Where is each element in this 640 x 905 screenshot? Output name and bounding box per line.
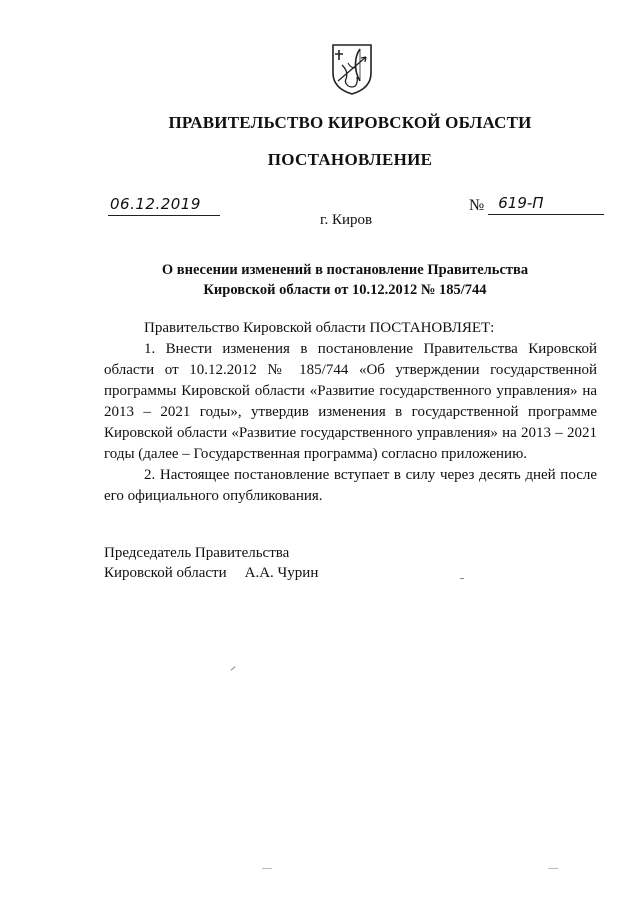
scan-speck [548, 868, 558, 869]
number-sign: № [469, 197, 485, 214]
body-preamble: Правительство Кировской области ПОСТАНОВЛЯЕТ: [144, 320, 495, 336]
kirov-oblast-coat-of-arms-icon [330, 43, 374, 95]
signature-position-line-2: Кировской области [104, 565, 227, 581]
document-body [104, 318, 597, 507]
signature-block [104, 543, 318, 583]
organization-title: ПРАВИТЕЛЬСТВО КИРОВСКОЙ ОБЛАСТИ [168, 113, 532, 132]
body-item-1: 1. Внести изменения в постановление Правительства Кировской области от 10.12.2012 № 185/744 «Об утверждении государственной программы Кировской области «Развитие государственного управления» на 2013 – 2021 годы», утвердив изменения в государственной программе Кировской области «Развитие государственного управления» на 2013 – 2021 годы (далее – Государственная программа) согласно приложению. [104, 341, 597, 462]
document-subject [110, 260, 580, 300]
document-city: г. Киров [320, 212, 373, 228]
document-date: 06.12.2019 [108, 195, 220, 216]
document-type-title: ПОСТАНОВЛЕНИЕ [267, 150, 433, 169]
scan-speck [230, 666, 235, 671]
subject-line-1: О внесении изменений в постановление Правительства [161, 262, 529, 278]
signature-position-line-1: Председатель Правительства [104, 545, 290, 561]
subject-line-2: Кировской области от 10.12.2012 № 185/744 [203, 282, 487, 298]
scan-speck [262, 868, 272, 869]
body-item-2: 2. Настоящее постановление вступает в силу через десять дней после его официального опубликования. [104, 467, 597, 504]
scan-speck [460, 578, 464, 579]
signatory-name: А.А. Чурин [244, 565, 319, 581]
document-number-block [469, 193, 604, 215]
document-number: 619-П [488, 194, 604, 215]
